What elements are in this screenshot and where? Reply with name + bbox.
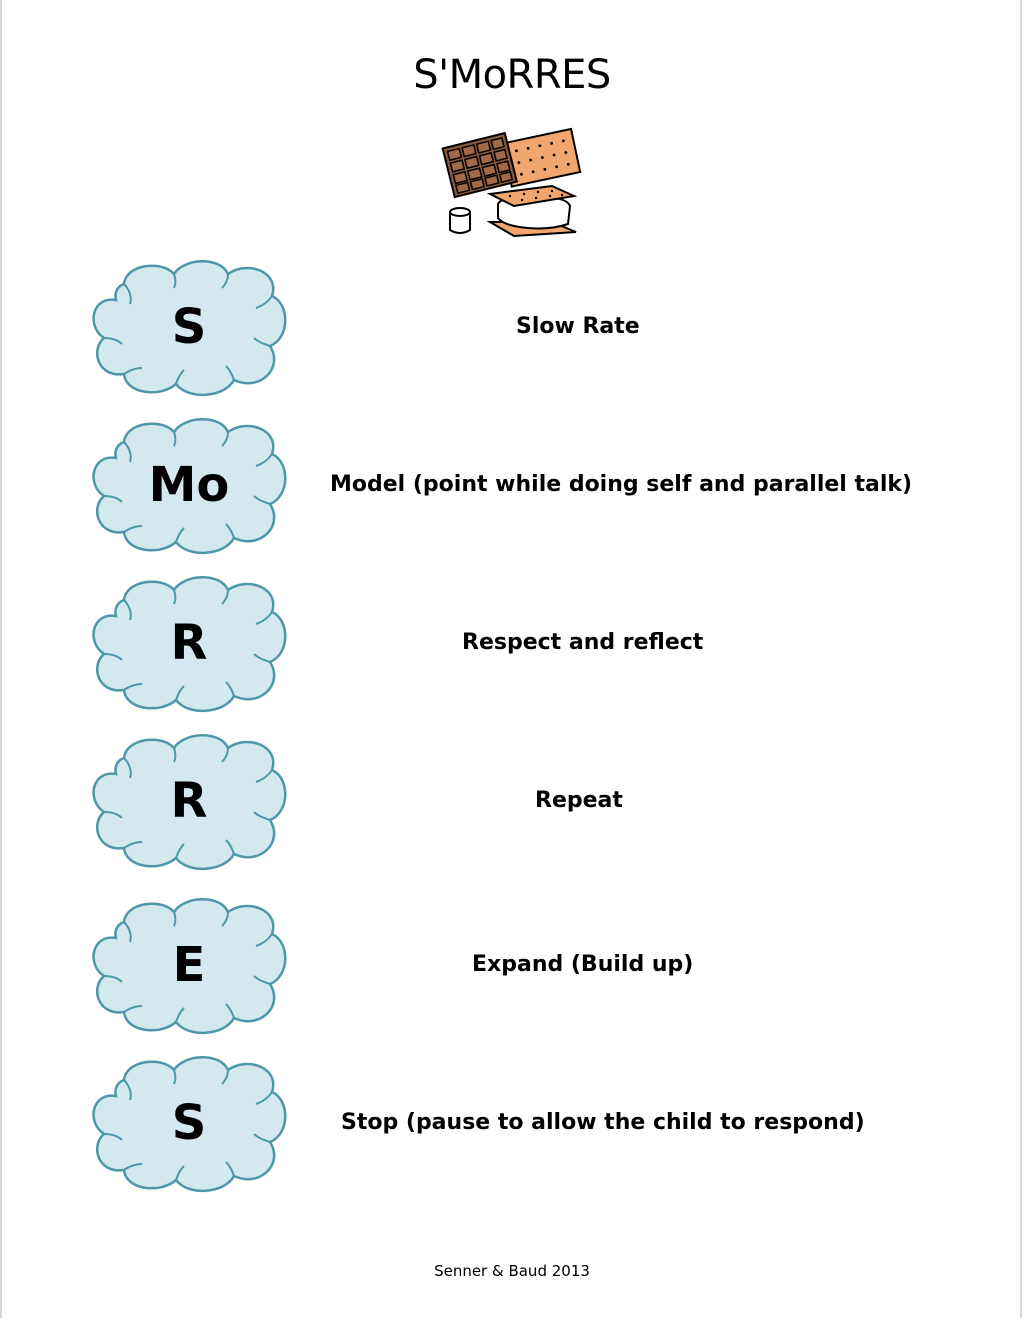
step-letter: E — [172, 937, 206, 993]
smores-illustration — [440, 126, 586, 240]
step-description: Stop (pause to allow the child to respond) — [341, 1110, 865, 1135]
chocolate-bar — [443, 133, 517, 197]
step-letter: R — [170, 773, 208, 829]
cloud-shape — [84, 410, 294, 560]
step-letter: S — [171, 299, 207, 355]
page-title: S'MoRRES — [413, 52, 611, 98]
cloud-shape — [84, 568, 294, 718]
footer-credit: Senner & Baud 2013 — [434, 1262, 590, 1280]
step-description: Respect and reflect — [462, 630, 704, 655]
step-description: Repeat — [535, 788, 623, 813]
marshmallow — [450, 208, 470, 233]
cloud-shape — [84, 1048, 294, 1198]
step-row-respect — [0, 568, 1024, 718]
step-row-slow-rate — [0, 252, 1024, 402]
step-description: Expand (Build up) — [472, 952, 694, 977]
step-row-model — [0, 410, 1024, 560]
step-row-repeat — [0, 726, 1024, 876]
step-letter: R — [170, 615, 208, 671]
cloud-shape — [84, 890, 294, 1040]
step-description: Model (point while doing self and parallel talk) — [330, 472, 913, 497]
step-letter: S — [171, 1095, 207, 1151]
cloud-shape — [84, 726, 294, 876]
cloud-shape — [84, 252, 294, 402]
step-description: Slow Rate — [516, 314, 640, 339]
step-row-expand — [0, 890, 1024, 1040]
step-letter: Mo — [148, 457, 230, 513]
step-row-stop — [0, 1048, 1024, 1198]
